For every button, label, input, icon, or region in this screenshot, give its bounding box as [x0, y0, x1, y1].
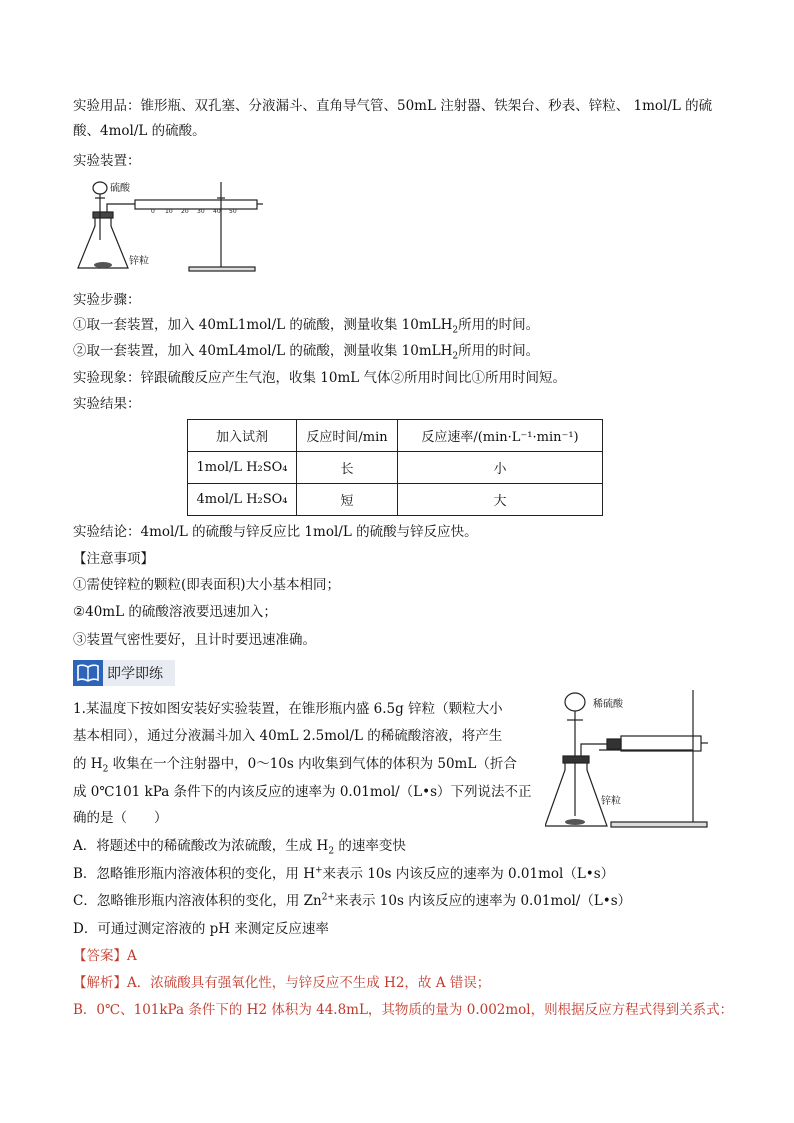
option-a: A．将题述中的稀硫酸改为浓硫酸，生成 $H_2$ 的速率变快: [73, 838, 406, 857]
apparatus-title: 实验装置：: [73, 153, 141, 169]
cell-time: 短: [297, 484, 398, 516]
materials-line-2: 酸、4mol/L 的硫酸。: [73, 123, 206, 139]
header-time: 反应时间/min: [297, 420, 398, 452]
question-line-2: 基本相同），通过分液漏斗加入 40mL 2.5mol/L 的稀硫酸溶液，将产生: [73, 728, 503, 744]
materials-line-1: 实验用品：锥形瓶、双孔塞、分液漏斗、直角导气管、50mL 注射器、铁架台、秒表、锌粒、 1mol/L 的硫: [73, 98, 713, 114]
cell-reagent: 1mol/L H₂SO₄: [188, 452, 297, 484]
note-2: ②40mL 的硫酸溶液要迅速加入；: [73, 604, 277, 620]
cell-rate: 大: [398, 484, 603, 516]
phenomenon: 实验现象：锌跟硫酸反应产生气泡，收集 10mL 气体②所用时间比①所用时间短。: [73, 370, 567, 386]
notes-title: 【注意事项】: [73, 551, 154, 567]
svg-text:20: 20: [181, 208, 189, 215]
result-title: 实验结果：: [73, 396, 141, 412]
question-line-1: 1.某温度下按如图安装好实验装置，在锥形瓶内盛 6.5g 锌粒（颗粒大小: [73, 701, 503, 717]
option-b: B．忽略锥形瓶内溶液体积的变化，用 H+来表示 10s 内该反应的速率为 0.01mol（L•s）: [73, 865, 615, 882]
result-table: [187, 419, 603, 516]
header-rate: 反应速率/(min·L⁻¹·min⁻¹): [398, 420, 603, 452]
table-header-row: [188, 420, 603, 452]
banner-text: 即学即练: [107, 666, 163, 682]
table-row: [188, 484, 603, 516]
svg-text:10: 10: [165, 208, 173, 215]
conclusion: 实验结论：4mol/L 的硫酸与锌反应比 1mol/L 的硫酸与锌反应快。: [73, 524, 478, 540]
analysis-b: B．0℃、101kPa 条件下的 H2 体积为 44.8mL，其物质的量为 0.002mol，则根据反应方程式得到关系式：: [73, 1002, 734, 1018]
option-d: D．可通过测定溶液的 pH 来测定反应速率: [73, 921, 329, 937]
answer: 【答案】A: [73, 948, 137, 964]
svg-text:0: 0: [151, 208, 155, 215]
fig2-zinc-label: 锌粒: [601, 796, 621, 807]
svg-text:30: 30: [197, 208, 205, 215]
step-2: ②取一套装置，加入 40mL4mol/L 的硫酸，测量收集 10mLH$_2$所用的时间。: [73, 343, 540, 362]
fig2-acid-label: 稀硫酸: [593, 699, 623, 710]
book-icon: [73, 660, 103, 686]
svg-text:50: 50: [229, 208, 237, 215]
note-1: ①需使锌粒的颗粒(即表面积)大小基本相同；: [73, 577, 341, 593]
steps-title: 实验步骤：: [73, 292, 141, 308]
cell-rate: 小: [398, 452, 603, 484]
svg-text:40: 40: [213, 208, 221, 215]
question-line-4: 成 0℃101 kPa 条件下的内该反应的速率为 0.01mol/（L•s）下列说法不正: [73, 784, 532, 800]
note-3: ③装置气密性要好，且计时要迅速准确。: [73, 632, 316, 648]
step-1: ①取一套装置，加入 40mL1mol/L 的硫酸，测量收集 10mLH$_2$所用的时间。: [73, 317, 540, 336]
analysis-a: 【解析】A．浓硫酸具有强氧化性，与锌反应不生成 H2，故 A 错误；: [73, 975, 491, 991]
table-row: [188, 452, 603, 484]
option-c: C．忽略锥形瓶内溶液体积的变化，用 $Zn^{2+}$来表示 10s 内该反应的速率为 0.01mol/（L•s）: [73, 892, 632, 909]
question-line-3: 的 $H_2$ 收集在一个注射器中，0～10s 内收集到气体的体积为 50mL（折合: [73, 756, 517, 775]
fig1-acid-label: 硫酸: [110, 183, 130, 194]
apparatus-figure-1: [73, 176, 273, 276]
cell-time: 长: [297, 452, 398, 484]
apparatus-figure-2: [545, 688, 710, 836]
fig1-zinc-label: 锌粒: [129, 256, 149, 267]
question-line-5: 确的是（ ）: [73, 810, 168, 826]
header-reagent: 加入试剂: [188, 420, 297, 452]
practice-banner: [73, 660, 175, 686]
cell-reagent: 4mol/L H₂SO₄: [188, 484, 297, 516]
